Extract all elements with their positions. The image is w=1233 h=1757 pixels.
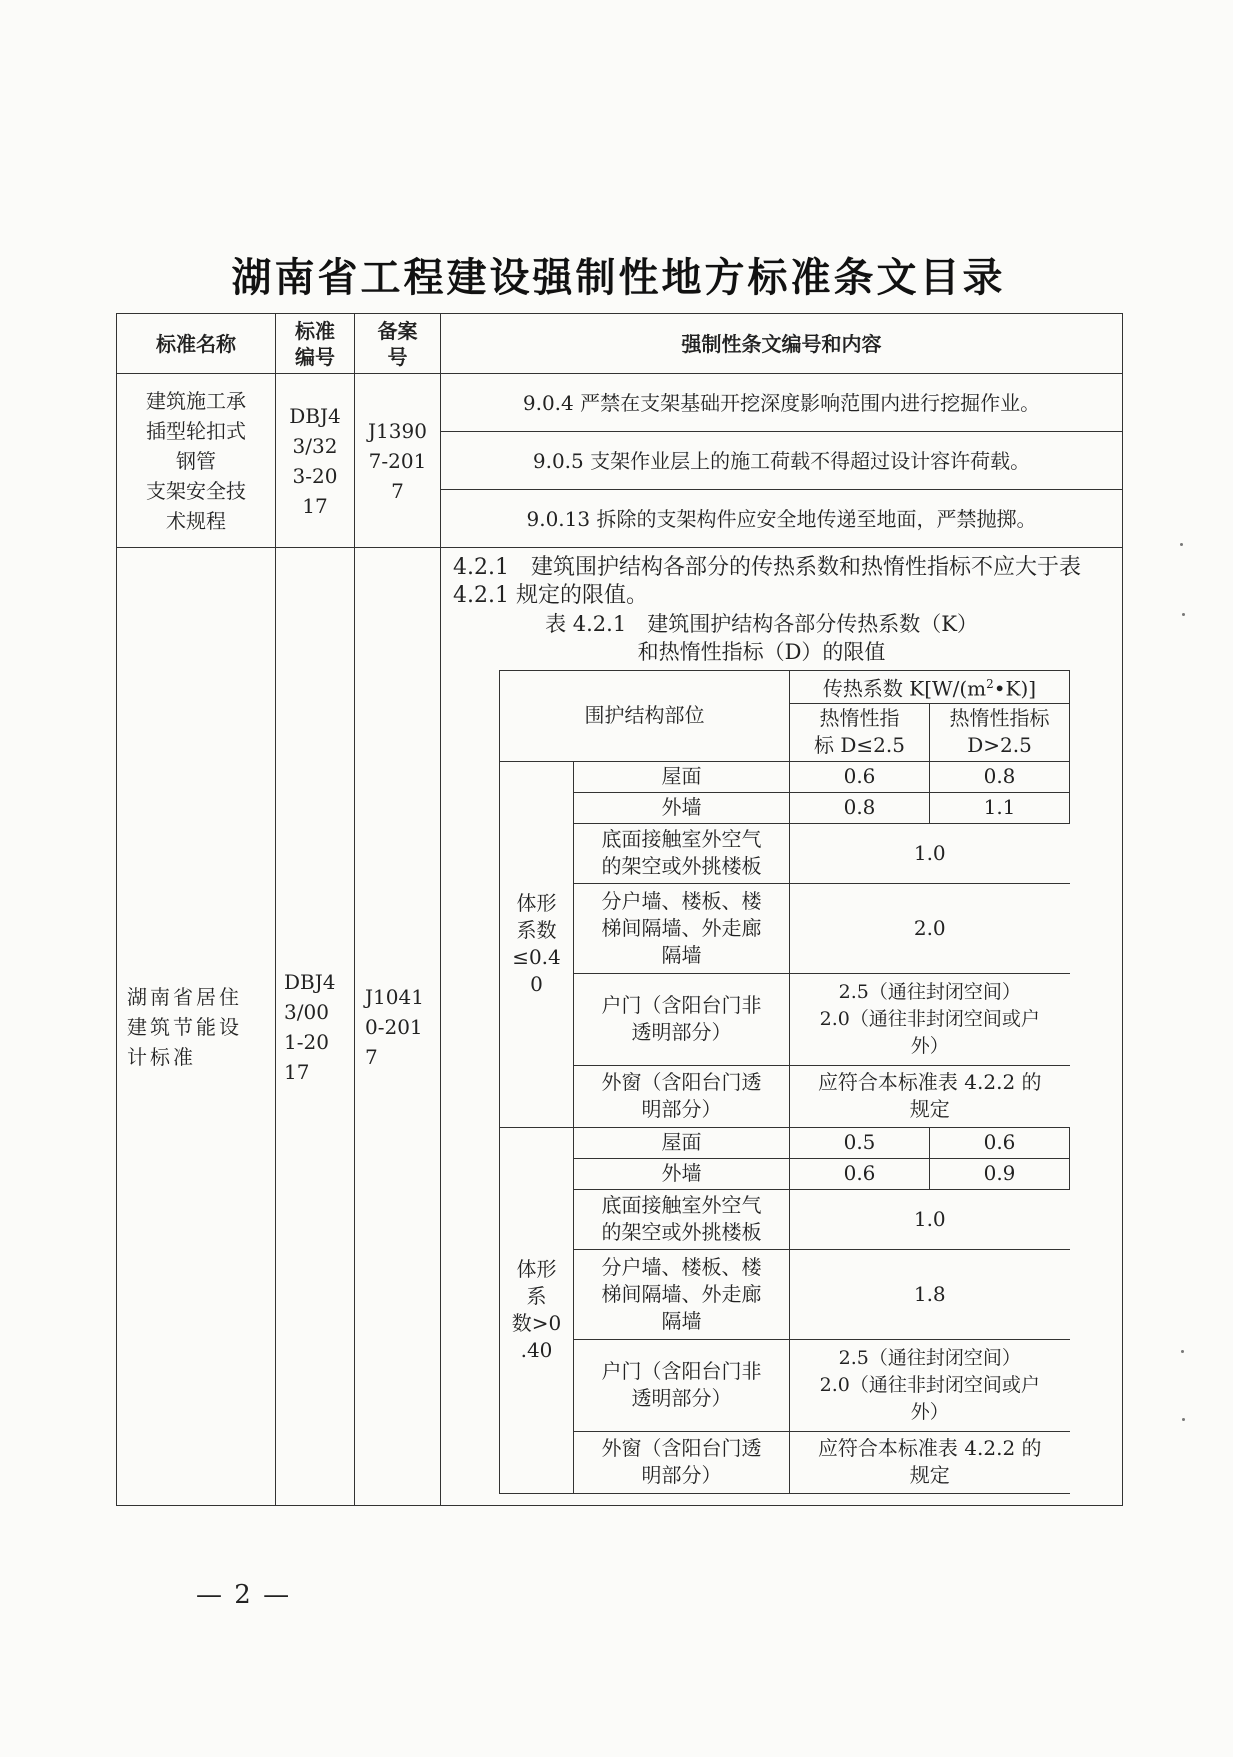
table-header-row (117, 314, 1123, 374)
group-2-partition-label: 分户墙、楼板、楼 梯间隔墙、外走廊 隔墙 (574, 1249, 790, 1339)
page-number: — 2 — (196, 1580, 292, 1610)
group-2-wall-k1: 0.6 (790, 1158, 930, 1189)
table-row (500, 792, 1070, 823)
table-row (500, 761, 1070, 792)
standard-2-content (441, 548, 1123, 1506)
scan-speck (1182, 613, 1185, 616)
standard-2-name: 湖南省居住 建筑节能设 计标准 (117, 548, 276, 1506)
k-d-limits-table (499, 670, 1070, 1494)
standard-1-clause-1: 9.0.4 严禁在支架基础开挖深度影响范围内进行挖掘作业。 (441, 374, 1123, 432)
col-header-k: 传热系数 $K[W/(m^2•K)]$ (790, 671, 1070, 704)
header-standard-code: 标准 编号 (276, 314, 355, 374)
standard-1-clause-2: 9.0.5 支架作业层上的施工荷载不得超过设计容许荷载。 (441, 432, 1123, 490)
table-row (500, 883, 1070, 973)
group-1-roof-k1: 0.6 (790, 761, 930, 792)
group-1-door-label: 户门（含阳台门非 透明部分） (574, 973, 790, 1065)
standard-1-clause-3: 9.0.13 拆除的支架构件应安全地传递至地面，严禁抛掷。 (441, 490, 1123, 548)
group-2-window-k: 应符合本标准表 4.2.2 的 规定 (790, 1431, 1070, 1493)
group-1-door-k: 2.5（通往封闭空间） 2.0（通往非封闭空间或户 外） (790, 973, 1070, 1065)
scan-speck (1181, 1350, 1184, 1353)
group-2-floor-k: 1.0 (790, 1189, 1070, 1249)
group-2-roof-k1: 0.5 (790, 1127, 930, 1158)
standard-2-code: DBJ4 3/00 1-20 17 (276, 548, 355, 1506)
header-record-number: 备案 号 (355, 314, 441, 374)
clause-4-2-1-text: 4.2.1 建筑围护结构各部分的传热系数和热惰性指标不应大于表 4.2.1 规定的限值。 (453, 555, 1081, 608)
group-2-door-k: 2.5（通往封闭空间） 2.0（通往非封闭空间或户 外） (790, 1339, 1070, 1431)
standards-table (116, 313, 1123, 1506)
table-row (500, 671, 1070, 704)
table-row (500, 1127, 1070, 1158)
table-row (500, 1158, 1070, 1189)
group-2-wall-k2: 0.9 (930, 1158, 1070, 1189)
scan-speck (1180, 543, 1183, 546)
table-row (117, 548, 1123, 1506)
group-1-wall-label: 外墙 (574, 792, 790, 823)
page-title: 湖南省工程建设强制性地方标准条文目录 (231, 255, 1006, 301)
group-2-wall-label: 外墙 (574, 1158, 790, 1189)
standard-1-name: 建筑施工承 插型轮扣式 钢管 支架安全技 术规程 (117, 374, 276, 548)
col-header-part: 围护结构部位 (500, 671, 790, 762)
table-row (500, 823, 1070, 883)
group-1-label: 体形 系数 ≤0.4 0 (500, 761, 574, 1127)
table-row (500, 1431, 1070, 1493)
group-1-partition-label: 分户墙、楼板、楼 梯间隔墙、外走廊 隔墙 (574, 883, 790, 973)
standard-2-record: J1041 0-201 7 (355, 548, 441, 1506)
standard-1-code: DBJ4 3/32 3-20 17 (276, 374, 355, 548)
group-1-roof-label: 屋面 (574, 761, 790, 792)
group-1-window-label: 外窗（含阳台门透 明部分） (574, 1065, 790, 1127)
group-2-roof-k2: 0.6 (930, 1127, 1070, 1158)
header-clause-content: 强制性条文编号和内容 (441, 314, 1123, 374)
table-row (500, 973, 1070, 1065)
group-1-roof-k2: 0.8 (930, 761, 1070, 792)
col-header-d-le-2-5: 热惰性指 标 D≤2.5 (790, 703, 930, 761)
table-row (500, 1339, 1070, 1431)
scan-speck (1182, 1418, 1185, 1421)
table-row (117, 374, 1123, 432)
group-2-window-label: 外窗（含阳台门透 明部分） (574, 1431, 790, 1493)
group-1-wall-k2: 1.1 (930, 792, 1070, 823)
table-row (500, 1249, 1070, 1339)
group-1-partition-k: 2.0 (790, 883, 1070, 973)
group-2-door-label: 户门（含阳台门非 透明部分） (574, 1339, 790, 1431)
table-row (500, 1189, 1070, 1249)
group-2-roof-label: 屋面 (574, 1127, 790, 1158)
group-2-floor-label: 底面接触室外空气 的架空或外挑楼板 (574, 1189, 790, 1249)
group-1-window-k: 应符合本标准表 4.2.2 的 规定 (790, 1065, 1070, 1127)
table-caption-line-1: 表 4.2.1 建筑围护结构各部分传热系数（K） (545, 612, 978, 636)
header-standard-name: 标准名称 (117, 314, 276, 374)
group-1-floor-label: 底面接触室外空气 的架空或外挑楼板 (574, 823, 790, 883)
group-1-floor-k: 1.0 (790, 823, 1070, 883)
group-1-wall-k1: 0.8 (790, 792, 930, 823)
group-2-label: 体形 系 数>0 .40 (500, 1127, 574, 1493)
table-caption-line-2: 和热惰性指标（D）的限值 (637, 640, 886, 664)
col-header-d-gt-2-5: 热惰性指标 D>2.5 (930, 703, 1070, 761)
table-row (500, 1065, 1070, 1127)
standard-1-record: J1390 7-201 7 (355, 374, 441, 548)
group-2-partition-k: 1.8 (790, 1249, 1070, 1339)
